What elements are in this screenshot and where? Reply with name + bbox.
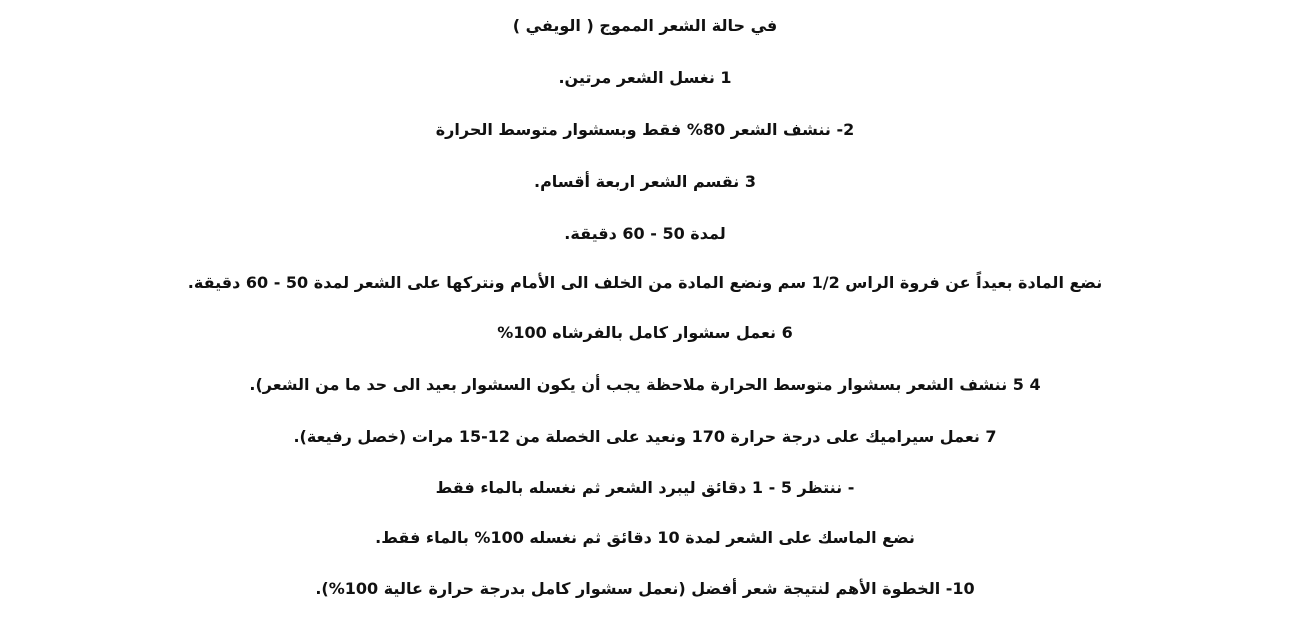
document-title: في حالة الشعر المموج ( الويفي )	[512, 16, 778, 35]
instruction-line: 7 نعمل سيراميك على درجة حرارة 170 ونعيد على الخصلة من 12-15 مرات (خصل رفيعة).	[293, 427, 997, 446]
instruction-line: 2- ننشف الشعر 80% فقط وبسشوار متوسط الحرارة	[435, 120, 855, 139]
instruction-line: 10- الخطوة الأهم لنتيجة شعر أفضل (نعمل سشوار كامل بدرجة حرارة عالية 100%).	[315, 579, 975, 598]
instruction-line: 6 نعمل سشوار كامل بالفرشاه 100%	[497, 323, 793, 342]
instruction-line: 4 5 ننشف الشعر بسشوار متوسط الحرارة ملاحظة يجب أن يكون السشوار بعيد الى حد ما من الشعر).	[249, 375, 1041, 394]
instruction-line: لمدة 50 - 60 دقيقة.	[564, 224, 726, 243]
instruction-line: - ننتظر 5 - 1 دقائق ليبرد الشعر ثم نغسله بالماء فقط	[435, 478, 855, 497]
instruction-line: نضع الماسك على الشعر لمدة 10 دقائق ثم نغسله 100% بالماء فقط.	[375, 528, 915, 547]
instruction-line: 1 نغسل الشعر مرتين.	[558, 68, 732, 87]
instruction-line: 3 نقسم الشعر اربعة أقسام.	[533, 172, 757, 191]
instruction-line: نضع المادة بعيداً عن فروة الراس 1/2 سم ونضع المادة من الخلف الى الأمام ونتركها على الشعر لمدة 50 - 60 دقيقة.	[187, 273, 1103, 292]
